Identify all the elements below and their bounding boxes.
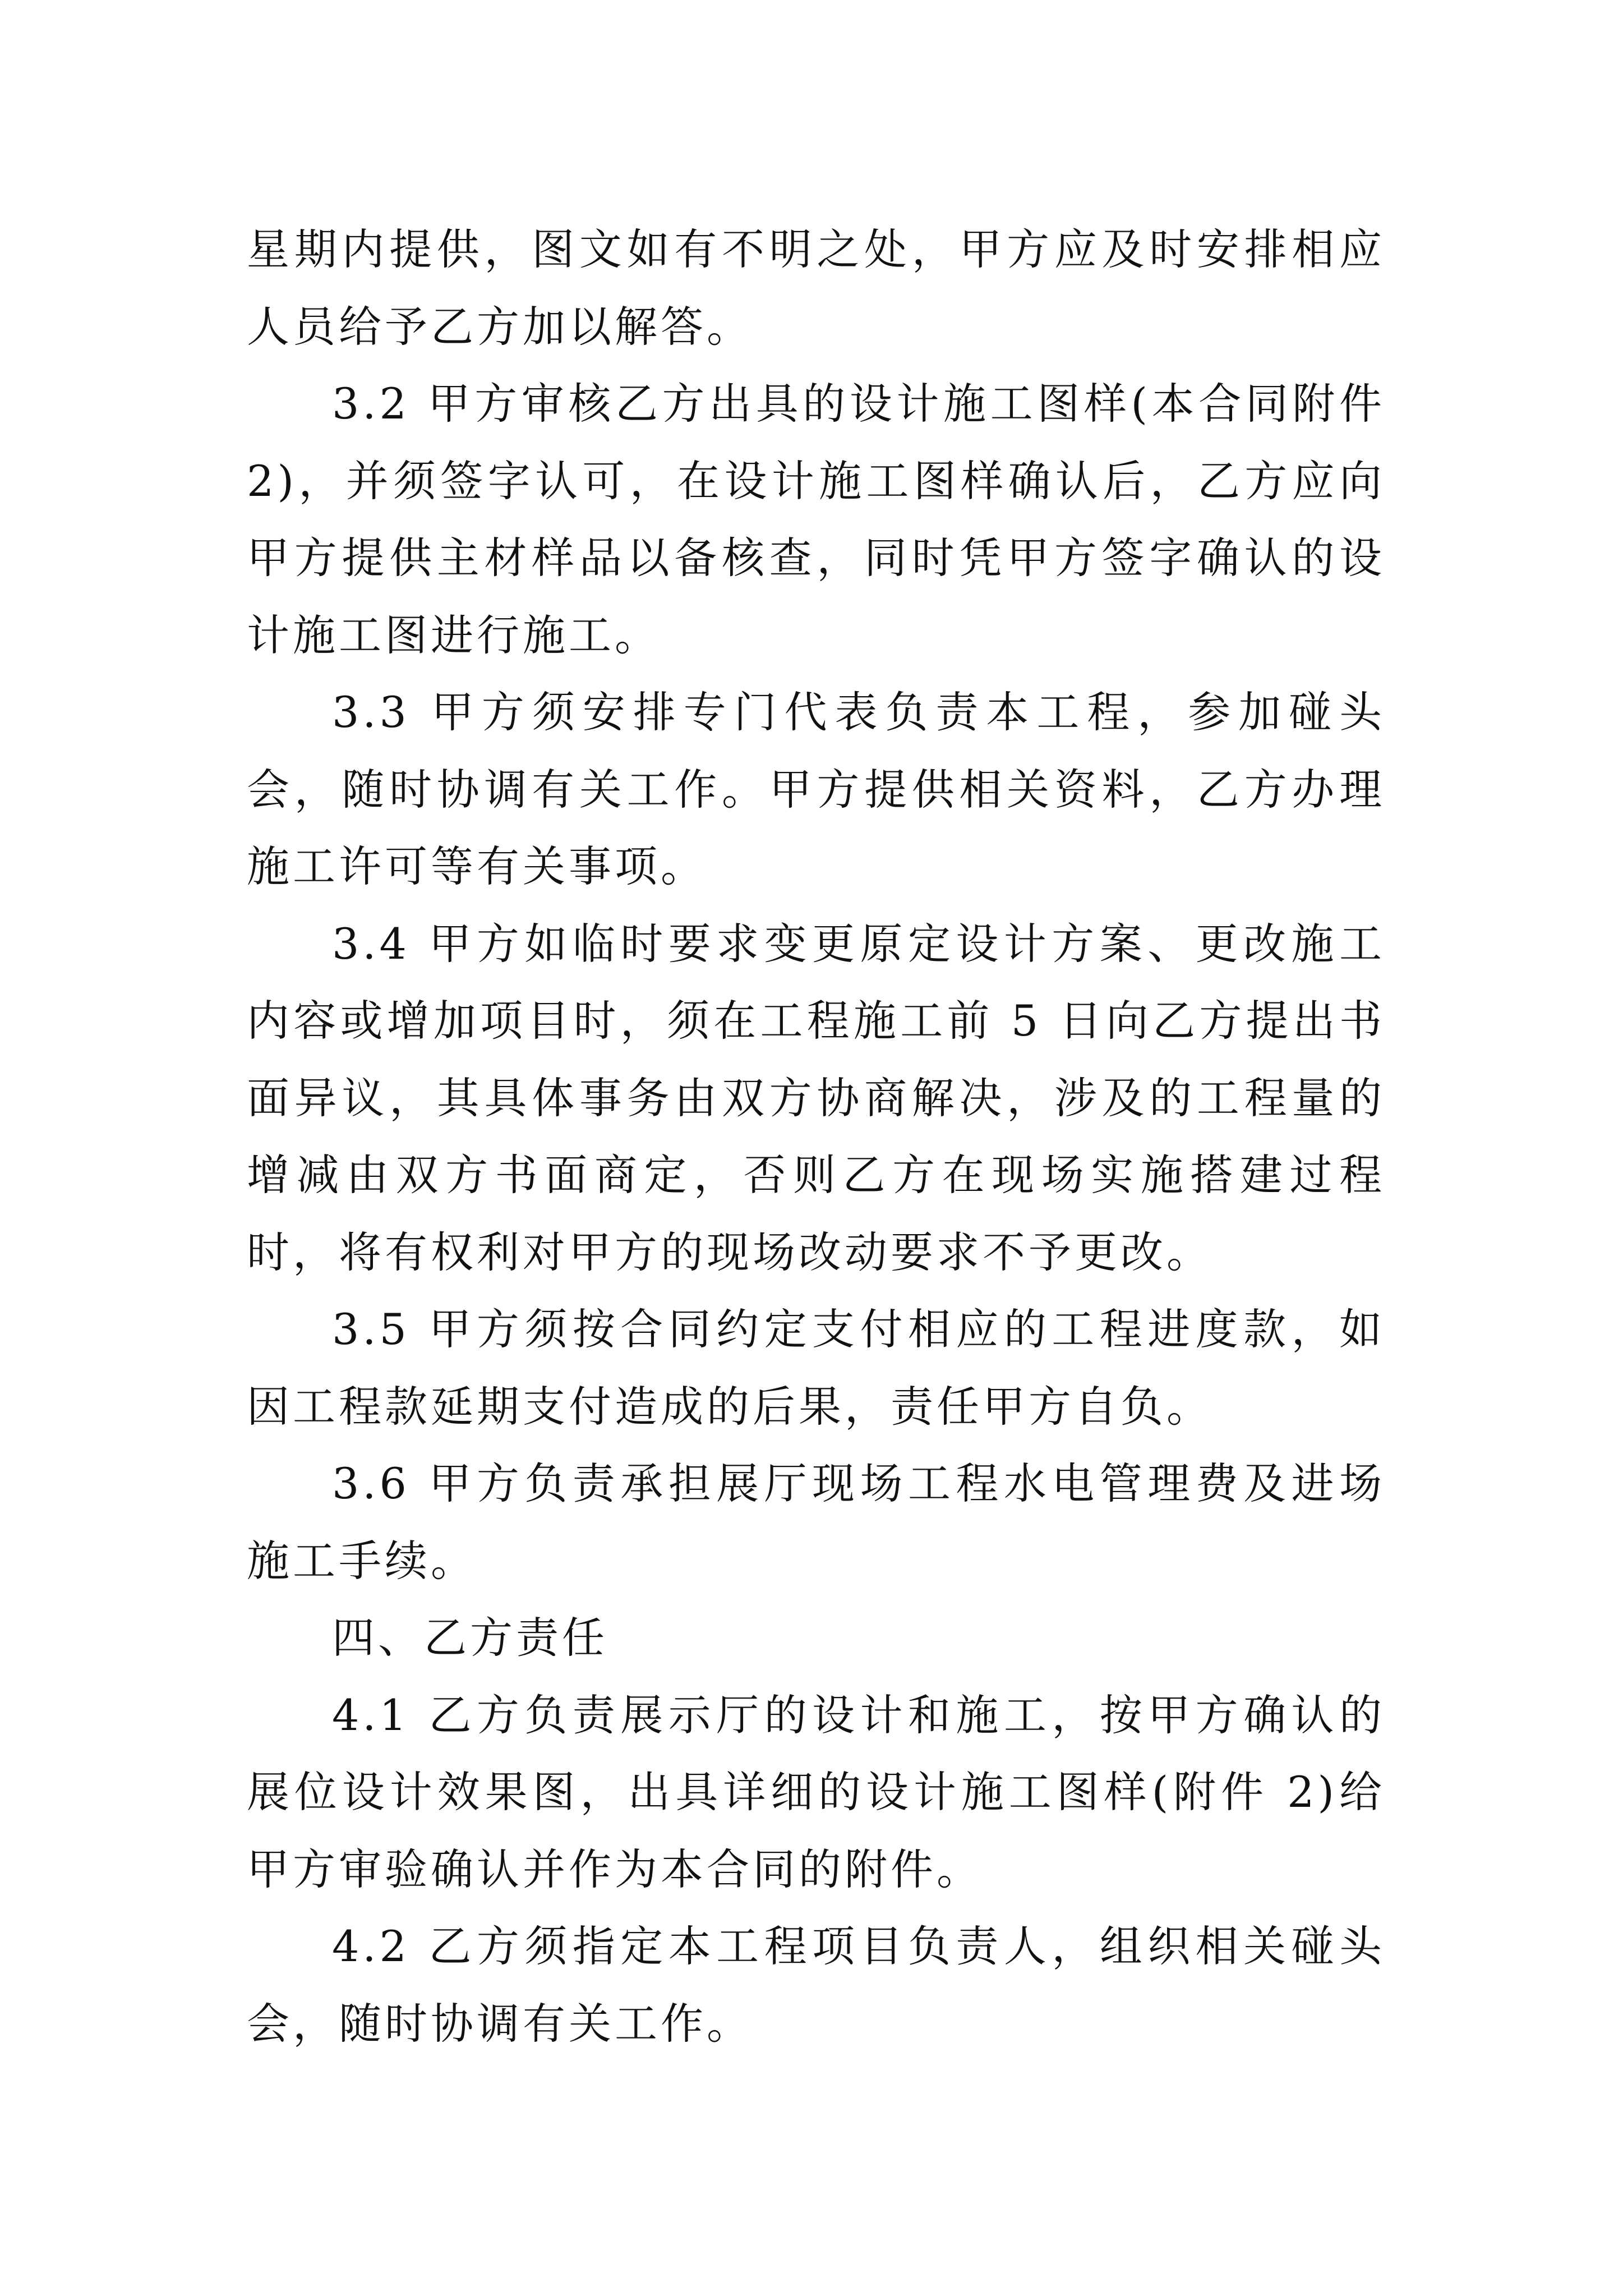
paragraph-3-5: 3.5 甲方须按合同约定支付相应的工程进度款，如因工程款延期支付造成的后果，责任甲方自负。 [247, 1304, 1385, 1432]
paragraph-continuation: 星期内提供，图文如有不明之处，甲方应及时安排相应人员给予乙方加以解答。 [247, 224, 1385, 352]
paragraph-4-2: 4.2 乙方须指定本工程项目负责人，组织相关碰头会，随时协调有关工作。 [247, 1921, 1385, 2049]
document-body [247, 211, 1385, 2062]
paragraph-3-3: 3.3 甲方须安排专门代表负责本工程，参加碰头会，随时协调有关工作。甲方提供相关资料，乙方办理施工许可等有关事项。 [247, 687, 1385, 891]
paragraph-3-4: 3.4 甲方如临时要求变更原定设计方案、更改施工内容或增加项目时，须在工程施工前 5 日向乙方提出书面异议，其具体事务由双方协商解决，涉及的工程量的增减由双方书面商定，否则乙方在现场实施搭建过程时，将有权利对甲方的现场改动要求不予更改。 [247, 918, 1385, 1277]
section-heading-4: 四、乙方责任 [332, 1613, 608, 1663]
paragraph-3-6: 3.6 甲方负责承担展厅现场工程水电管理费及进场施工手续。 [247, 1458, 1385, 1586]
paragraph-3-2: 3.2 甲方审核乙方出具的设计施工图样(本合同附件 2)，并须签字认可，在设计施工图样确认后，乙方应向甲方提供主材样品以备核查，同时凭甲方签字确认的设计施工图进行施工。 [247, 379, 1385, 660]
paragraph-4-1: 4.1 乙方负责展示厅的设计和施工，按甲方确认的展位设计效果图，出具详细的设计施工图样(附件 2)给甲方审验确认并作为本合同的附件。 [247, 1690, 1385, 1894]
